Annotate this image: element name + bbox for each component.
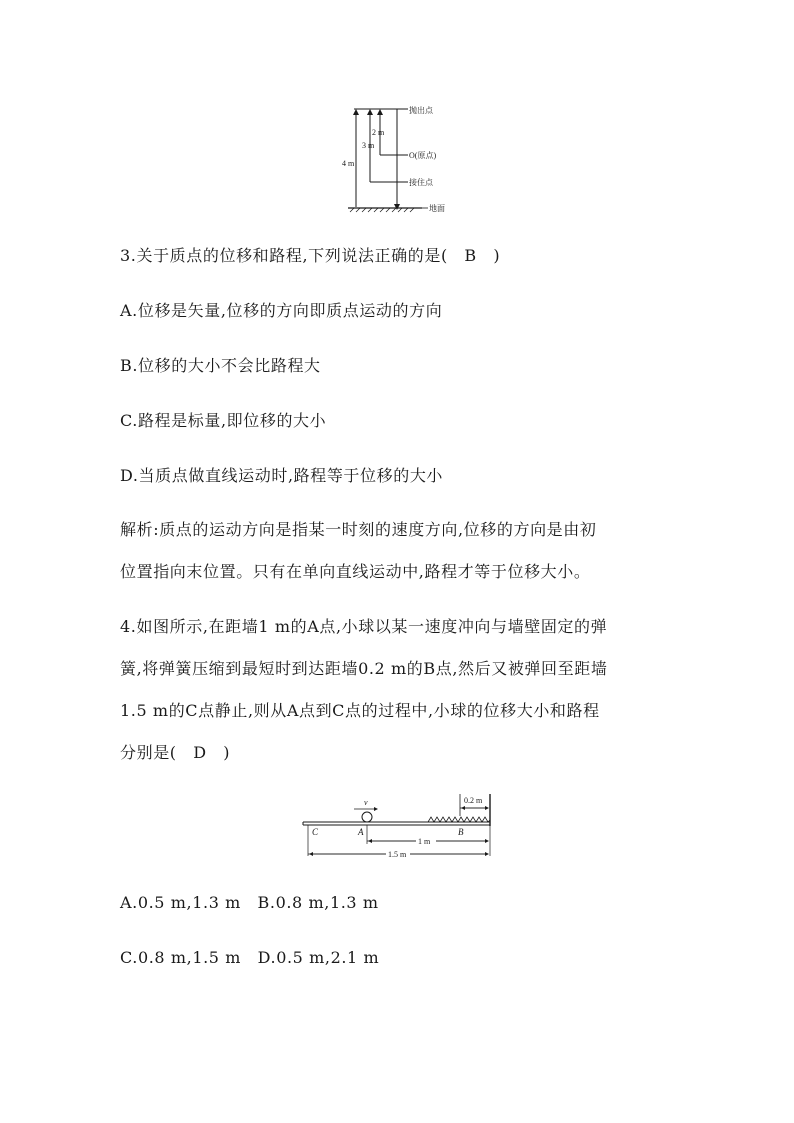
catch-point-label: 接住点 — [409, 178, 433, 187]
dist-1m-label: 1 m — [418, 837, 431, 846]
q4-options-line-2: C.0.8 m,1.5 m D.0.5 m,2.1 m — [120, 948, 380, 967]
q4-stem-line-1: 4.如图所示,在距墙1 m的A点,小球以某一速度冲向与墙壁固定的弹 — [120, 617, 608, 636]
point-b-label: B — [458, 827, 464, 837]
q4-options-line-1: A.0.5 m,1.3 m B.0.8 m,1.3 m — [120, 893, 379, 912]
ball — [362, 812, 372, 822]
dist-2m-label: 2 m — [372, 128, 385, 137]
dist-0-2m-label: 0.2 m — [464, 796, 483, 805]
q3-option-b: B.位移的大小不会比路程大 — [120, 356, 321, 375]
spring-diagram — [300, 790, 500, 862]
q4-stem-line-2: 簧,将弹簧压缩到最短时到达距墙0.2 m的B点,然后又被弹回至距墙 — [120, 659, 608, 678]
origin-label: O(原点) — [409, 151, 437, 160]
q3-analysis-line-1: 解析:质点的运动方向是指某一时刻的速度方向,位移的方向是由初 — [120, 520, 597, 539]
velocity-label: v — [364, 798, 368, 807]
throw-point-label: 抛出点 — [409, 106, 433, 115]
q3-analysis-line-2: 位置指向末位置。只有在单向直线运动中,路程才等于位移大小。 — [120, 562, 591, 581]
q3-option-a: A.位移是矢量,位移的方向即质点运动的方向 — [120, 301, 443, 320]
dist-1-5m-label: 1.5 m — [388, 850, 407, 859]
ground-hatch — [350, 208, 414, 212]
throw-diagram — [340, 100, 450, 218]
q3-option-d: D.当质点做直线运动时,路程等于位移的大小 — [120, 466, 444, 485]
spring-coil — [428, 817, 490, 822]
ground-label: 地面 — [429, 204, 445, 213]
dist-3m-label: 3 m — [362, 141, 375, 150]
q3-option-c: C.路程是标量,即位移的大小 — [120, 411, 327, 430]
point-a-label: A — [358, 827, 364, 837]
q4-stem-line-3: 1.5 m的C点静止,则从A点到C点的过程中,小球的位移大小和路程 — [120, 701, 600, 720]
dist-4m-label: 4 m — [342, 159, 355, 168]
point-c-label: C — [312, 827, 319, 837]
q4-stem-line-4: 分别是( D ) — [120, 743, 231, 762]
q3-stem: 3.关于质点的位移和路程,下列说法正确的是( B ) — [120, 246, 501, 265]
